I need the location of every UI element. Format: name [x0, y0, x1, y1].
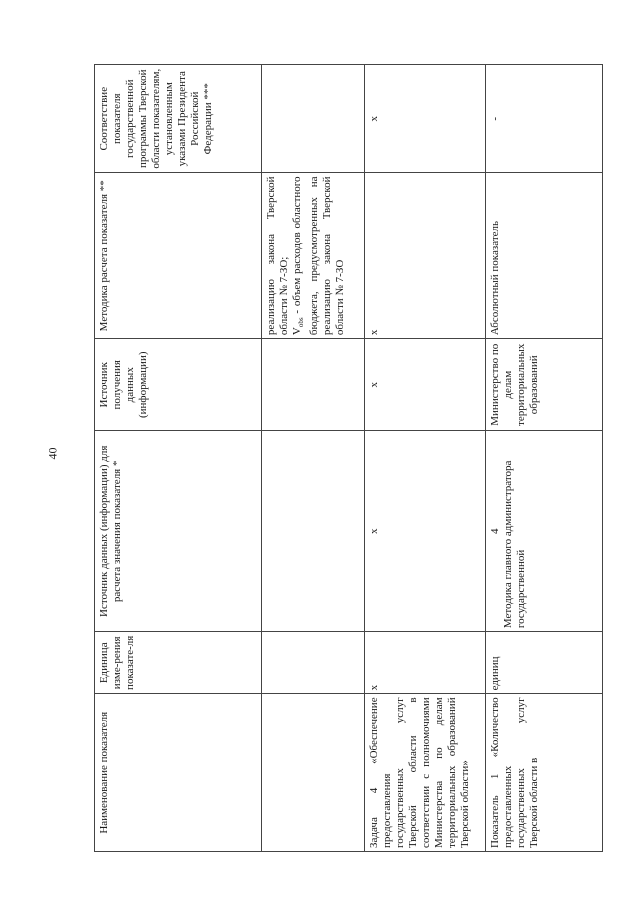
table-row-continued: [262, 65, 365, 852]
cell-task-source-data: х: [365, 431, 486, 632]
header-method: Методика расчета показателя **: [95, 173, 262, 339]
header-source-info: Источник получения данных (информации): [95, 339, 262, 431]
cell-indicator-source-info: Министерство по делам территориальных образований: [486, 339, 603, 431]
cell-indicator-compliance: -: [486, 65, 603, 173]
cell-method-continued: реализацию закона Тверской области № 7-ЗО; $V_{obs}$ - объем расходов областного бюджета, предусмотренных на реализацию закона Тверской области № 7-ЗО: [262, 173, 365, 339]
cell-indicator-unit: единиц: [486, 632, 603, 694]
indicators-table: [94, 64, 603, 852]
rotated-table-area: [94, 64, 572, 852]
header-name: Наименование показателя: [95, 694, 262, 852]
header-source-data: Источник данных (информации) для расчета значения показателя *: [95, 431, 262, 632]
cell-task-compliance: х: [365, 65, 486, 173]
header-unit: Единица изме-рения показате-ля: [95, 632, 262, 694]
cell-indicator-source-data: 4 Методика главного администратора государственной: [486, 431, 603, 632]
table-header-row: [95, 65, 262, 852]
header-compliance: Соответствие показателя государственной программы Тверской области показателям, установленным указами Президента Российской Федерации ***: [95, 65, 262, 173]
table-row-task-4: [365, 65, 486, 852]
cell-indicator-name: Показатель 1 «Количество предоставленных государственных услуг Тверской области в: [486, 694, 603, 852]
page-number: 40: [45, 447, 60, 460]
table-row-indicator-1: [486, 65, 603, 852]
cell-task-name: Задача 4 «Обеспечение предоставления государственных услуг Тверской области в соответствии с полномочиями Министерства по делам территориальных образований Тверской области»: [365, 694, 486, 852]
cell-task-source-info: х: [365, 339, 486, 431]
cell-task-method: х: [365, 173, 486, 339]
cell-task-unit: х: [365, 632, 486, 694]
cell-indicator-method: Абсолютный показатель: [486, 173, 603, 339]
